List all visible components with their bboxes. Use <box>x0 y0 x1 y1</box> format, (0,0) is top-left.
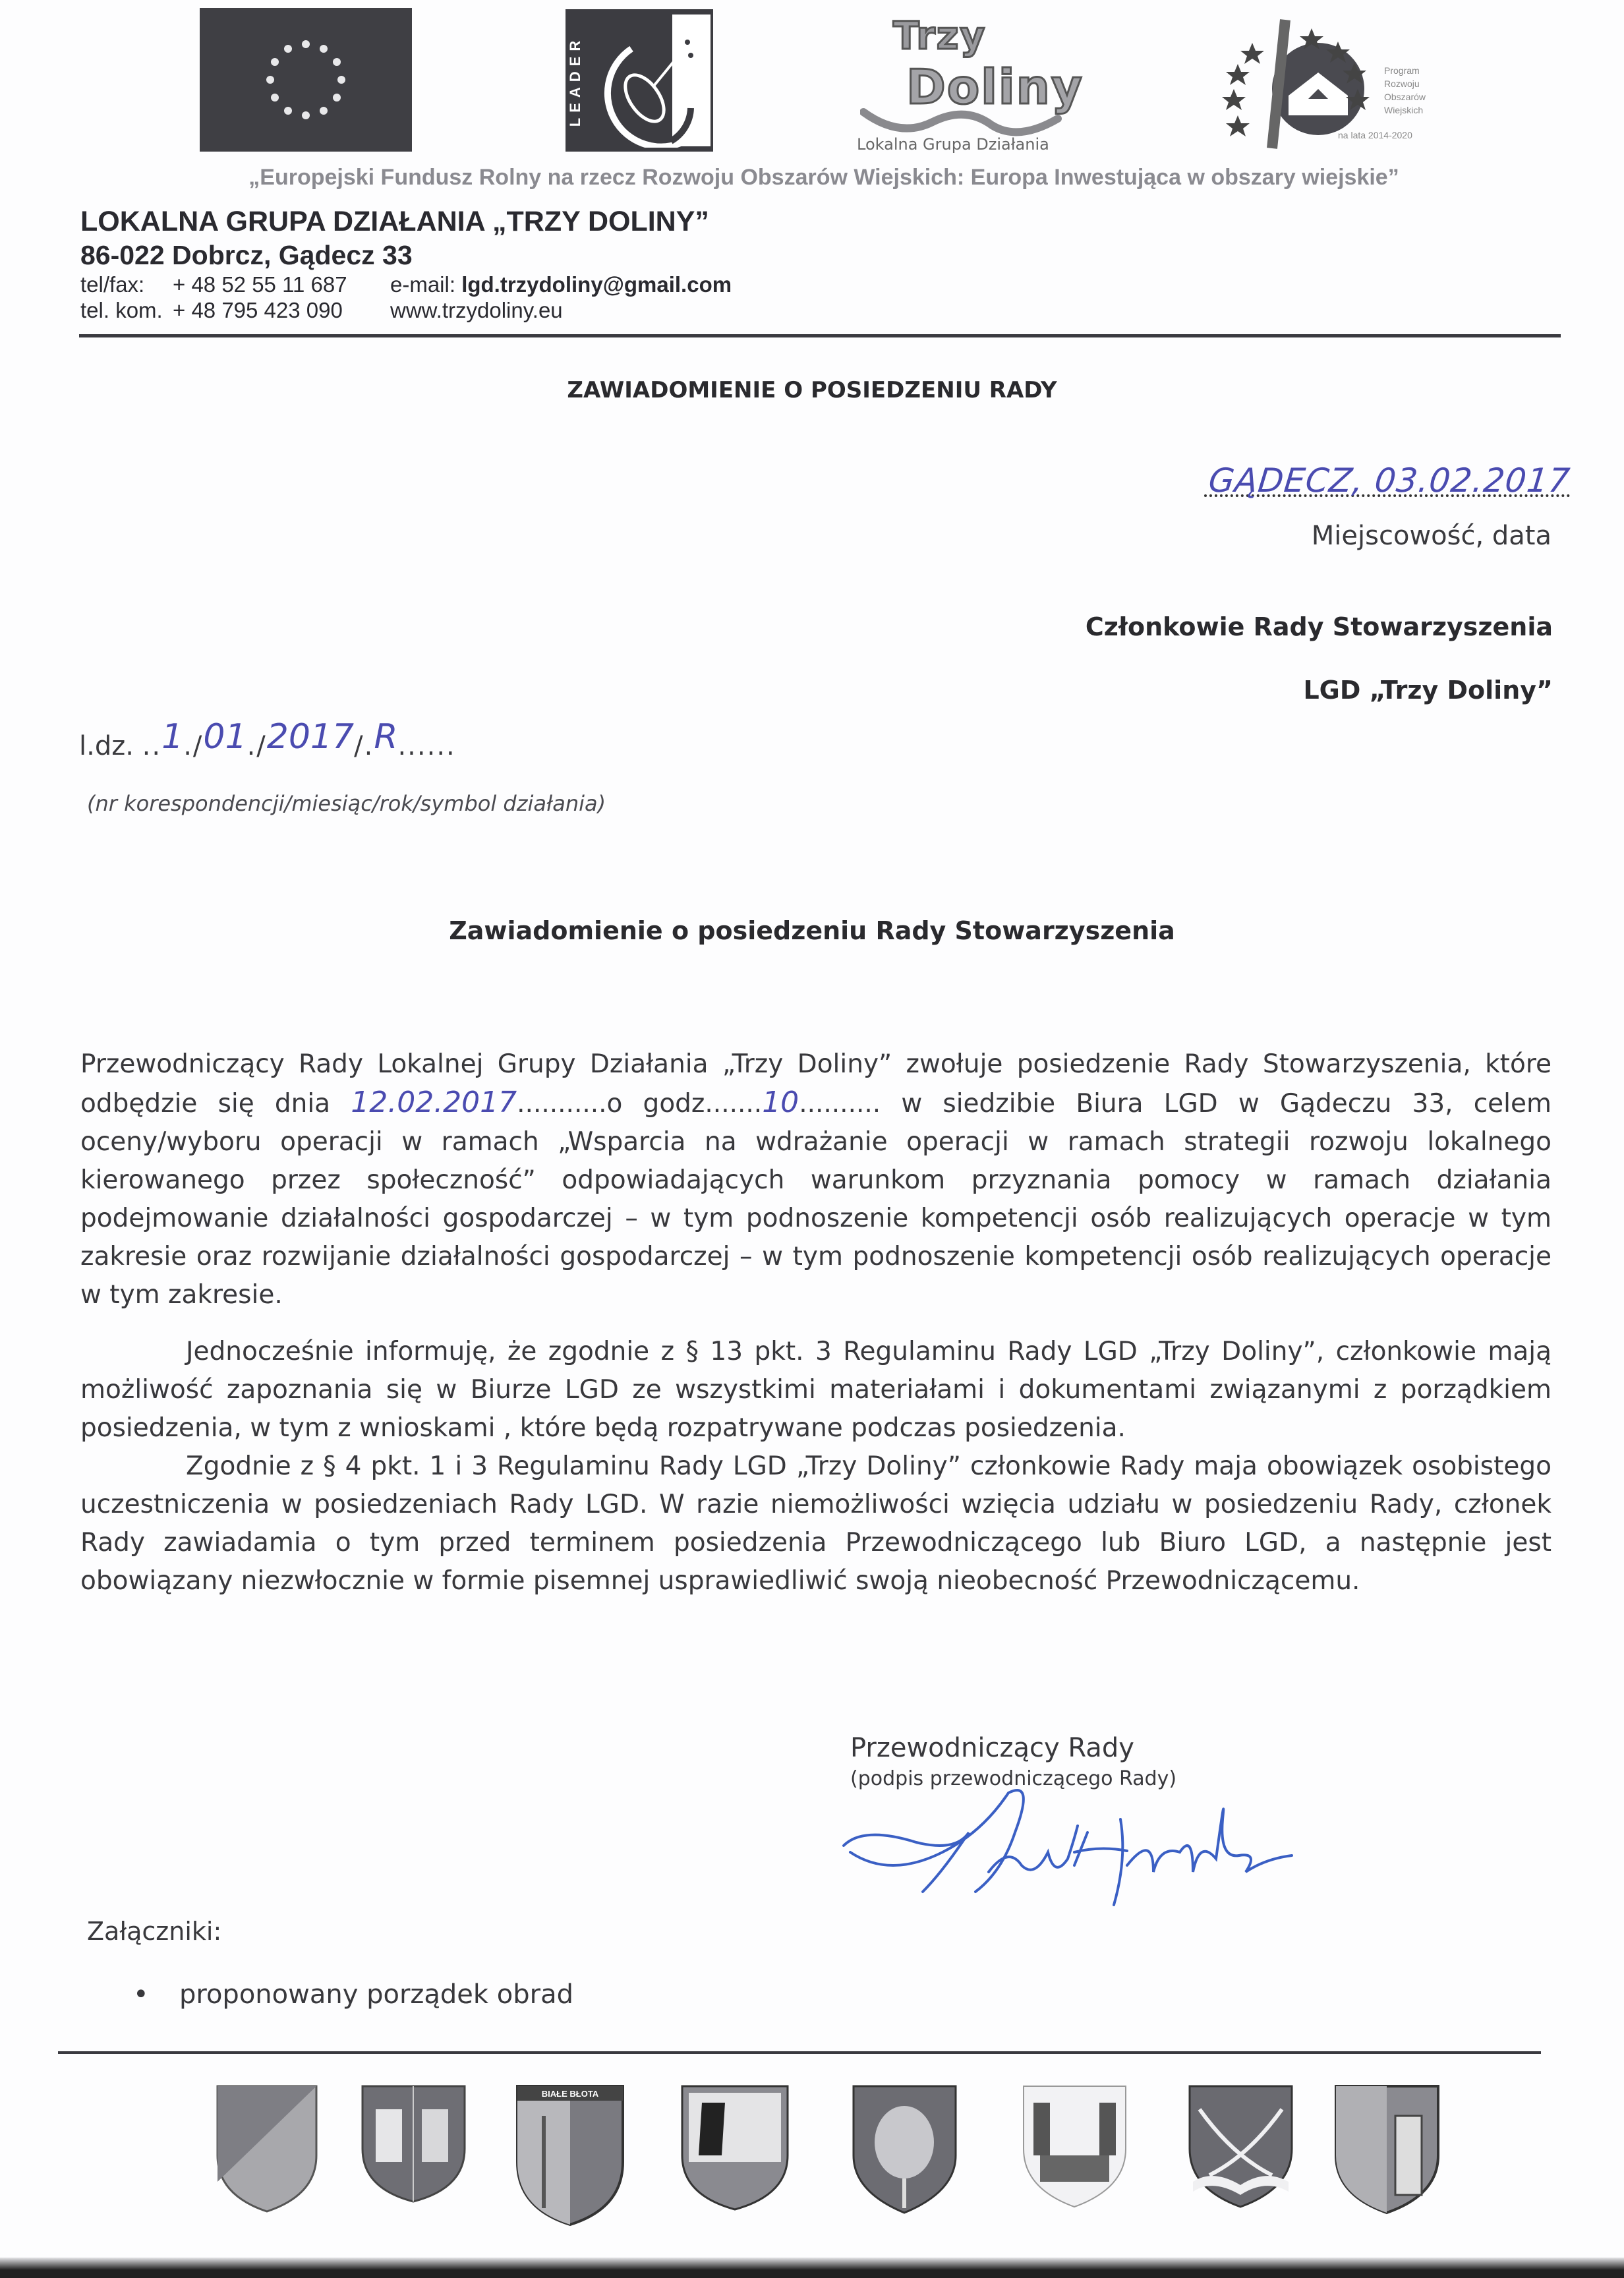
prow-text: Program Rozwoju Obszarów Wiejskich <box>1384 65 1426 115</box>
contact-row-1: tel/fax: + 48 52 55 11 687 e-mail: lgd.trzydoliny@gmail.com <box>80 272 732 297</box>
crests-row <box>0 2083 1624 2254</box>
ldz-year: 2017 <box>266 717 355 757</box>
ldz-symbol: R <box>374 717 398 757</box>
signature-hint: (podpis przewodniczącego Rady) <box>850 1767 1177 1790</box>
crest-6-icon <box>1020 2083 1129 2208</box>
eu-stars-icon <box>200 8 412 152</box>
recipients <box>1086 595 1553 722</box>
paragraph-3: Zgodnie z § 4 pkt. 1 i 3 Regulaminu Rady LGD „Trzy Doliny” członkowie Rady maja obowiązek osobistego uczestniczenia w posiedzeniach Rady LGD. W razie niemożliwości wzięcia udziału w posiedzeniu Rady, członek Rady zawiadamia o tym przed terminem posiedzenia Przewodniczącego lub Biuro LGD, a następnie jest obowiązany niezwłocznie w formie pisemnej usprawiedliwić swoją nieobecność Przewodniczącemu. <box>80 1451 1552 1596</box>
trzy-doliny-logo: Trzy Doliny Lokalna Grupa Działania <box>857 13 1084 154</box>
org-name: LOKALNA GRUPA DZIAŁANIA „TRZY DOLINY” <box>80 206 709 237</box>
place-date-handwritten: GĄDECZ, 03.02.2017 <box>1206 461 1573 500</box>
ldz-hint: (nr korespondencji/miesiąc/rok/symbol działania) <box>87 791 606 816</box>
document-title: ZAWIADOMIENIE O POSIEDZENIU RADY <box>567 377 1057 403</box>
fund-tagline: „Europejski Fundusz Rolny na rzecz Rozwoju Obszarów Wiejskich: Europa Inwestująca w obszary wiejskie” <box>248 165 1399 190</box>
signature-title: Przewodniczący Rady <box>850 1733 1134 1763</box>
prow-logo: Program Rozwoju Obszarów Wiejskich na lata 2014-2020 <box>1219 16 1496 158</box>
place-date-field <box>1204 461 1573 500</box>
leader-acorn-icon <box>592 16 710 148</box>
document-subtitle: Zawiadomienie o posiedzeniu Rady Stowarzyszenia <box>449 916 1175 945</box>
email-link[interactable]: lgd.trzydoliny@gmail.com <box>461 272 732 297</box>
place-date-label: Miejscowość, data <box>1311 521 1552 551</box>
crest-1-icon <box>214 2083 320 2215</box>
org-header <box>80 204 732 323</box>
leader-logo: LEADER <box>566 9 713 152</box>
crest-4-icon <box>679 2083 791 2211</box>
meeting-hour: 10 <box>762 1086 799 1119</box>
meeting-date: 12.02.2017 <box>351 1086 517 1119</box>
handwritten-signature-icon <box>837 1780 1312 1914</box>
svg-text:BIAŁE BŁOTA: BIAŁE BŁOTA <box>541 2089 599 2099</box>
body-text <box>80 1045 1552 1600</box>
paragraph-1: Przewodniczący Rady Lokalnej Grupy Działania „Trzy Doliny” zwołuje posiedzenie Rady Stowarzyszenia, które odbędzie się dnia 12.02.2017...........o godz.......10.......... w siedzibie Biura LGD w Gądeczu 33, celem oceny/wyboru operacji w ramach „Wsparcia na wdrażanie operacji w ramach strategii rozwoju lokalnego kierowanego przez społeczność” odpowiadających warunkom przyznania pomocy w ramach działania podejmowanie działalności gospodarczej – w tym podnoszenie kompetencji osób realizujących operacje w tym zakresie oraz rozwijanie działalności gospodarczej – w tym podnoszenie kompetencji osób realizujących operacje w tym zakresie. <box>80 1049 1552 1310</box>
telkom-value: + 48 795 423 090 <box>173 298 343 322</box>
scan-edge <box>0 2258 1624 2278</box>
eu-flag-logo <box>200 8 412 152</box>
crest-5-icon <box>850 2083 959 2215</box>
crest-2-icon <box>359 2083 468 2205</box>
org-address: 86-022 Dobrcz, Gądecz 33 <box>80 240 413 270</box>
attachments-label: Załączniki: <box>87 1917 222 1946</box>
ldz-month: 01 <box>203 717 247 757</box>
ldz-field: l.dz. ..1./01./2017/.R...... <box>79 717 456 761</box>
attachment-item: • proponowany porządek obrad <box>179 1979 573 2010</box>
recipient-line-1: Członkowie Rady Stowarzyszenia <box>1085 612 1553 641</box>
ldz-number: 1 <box>161 717 184 757</box>
footer-divider <box>58 2051 1541 2054</box>
telfax-value: + 48 52 55 11 687 <box>173 272 347 297</box>
attachments-list <box>179 1979 573 2010</box>
contact-row-2: tel. kom. + 48 795 423 090 www.trzydoliny.eu <box>80 298 563 322</box>
header-divider <box>79 334 1561 337</box>
paragraph-2: Jednocześnie informuję, że zgodnie z § 13 pkt. 3 Regulaminu Rady LGD „Trzy Doliny”, członkowie mają możliwość zapoznania się w Biurze LGD ze wszystkimi materiałami i dokumentami związanymi z porządkiem posiedzenia, w tym z wnioskami , które będą rozpatrywane podczas posiedzenia. <box>80 1337 1552 1443</box>
crest-8-icon <box>1333 2083 1441 2215</box>
wave-icon <box>860 105 1064 138</box>
website-link[interactable]: www.trzydoliny.eu <box>390 298 563 322</box>
recipient-line-2: LGD „Trzy Doliny” <box>1303 676 1553 705</box>
crest-bialeblota-icon <box>514 2083 626 2228</box>
crest-7-icon <box>1186 2083 1295 2208</box>
